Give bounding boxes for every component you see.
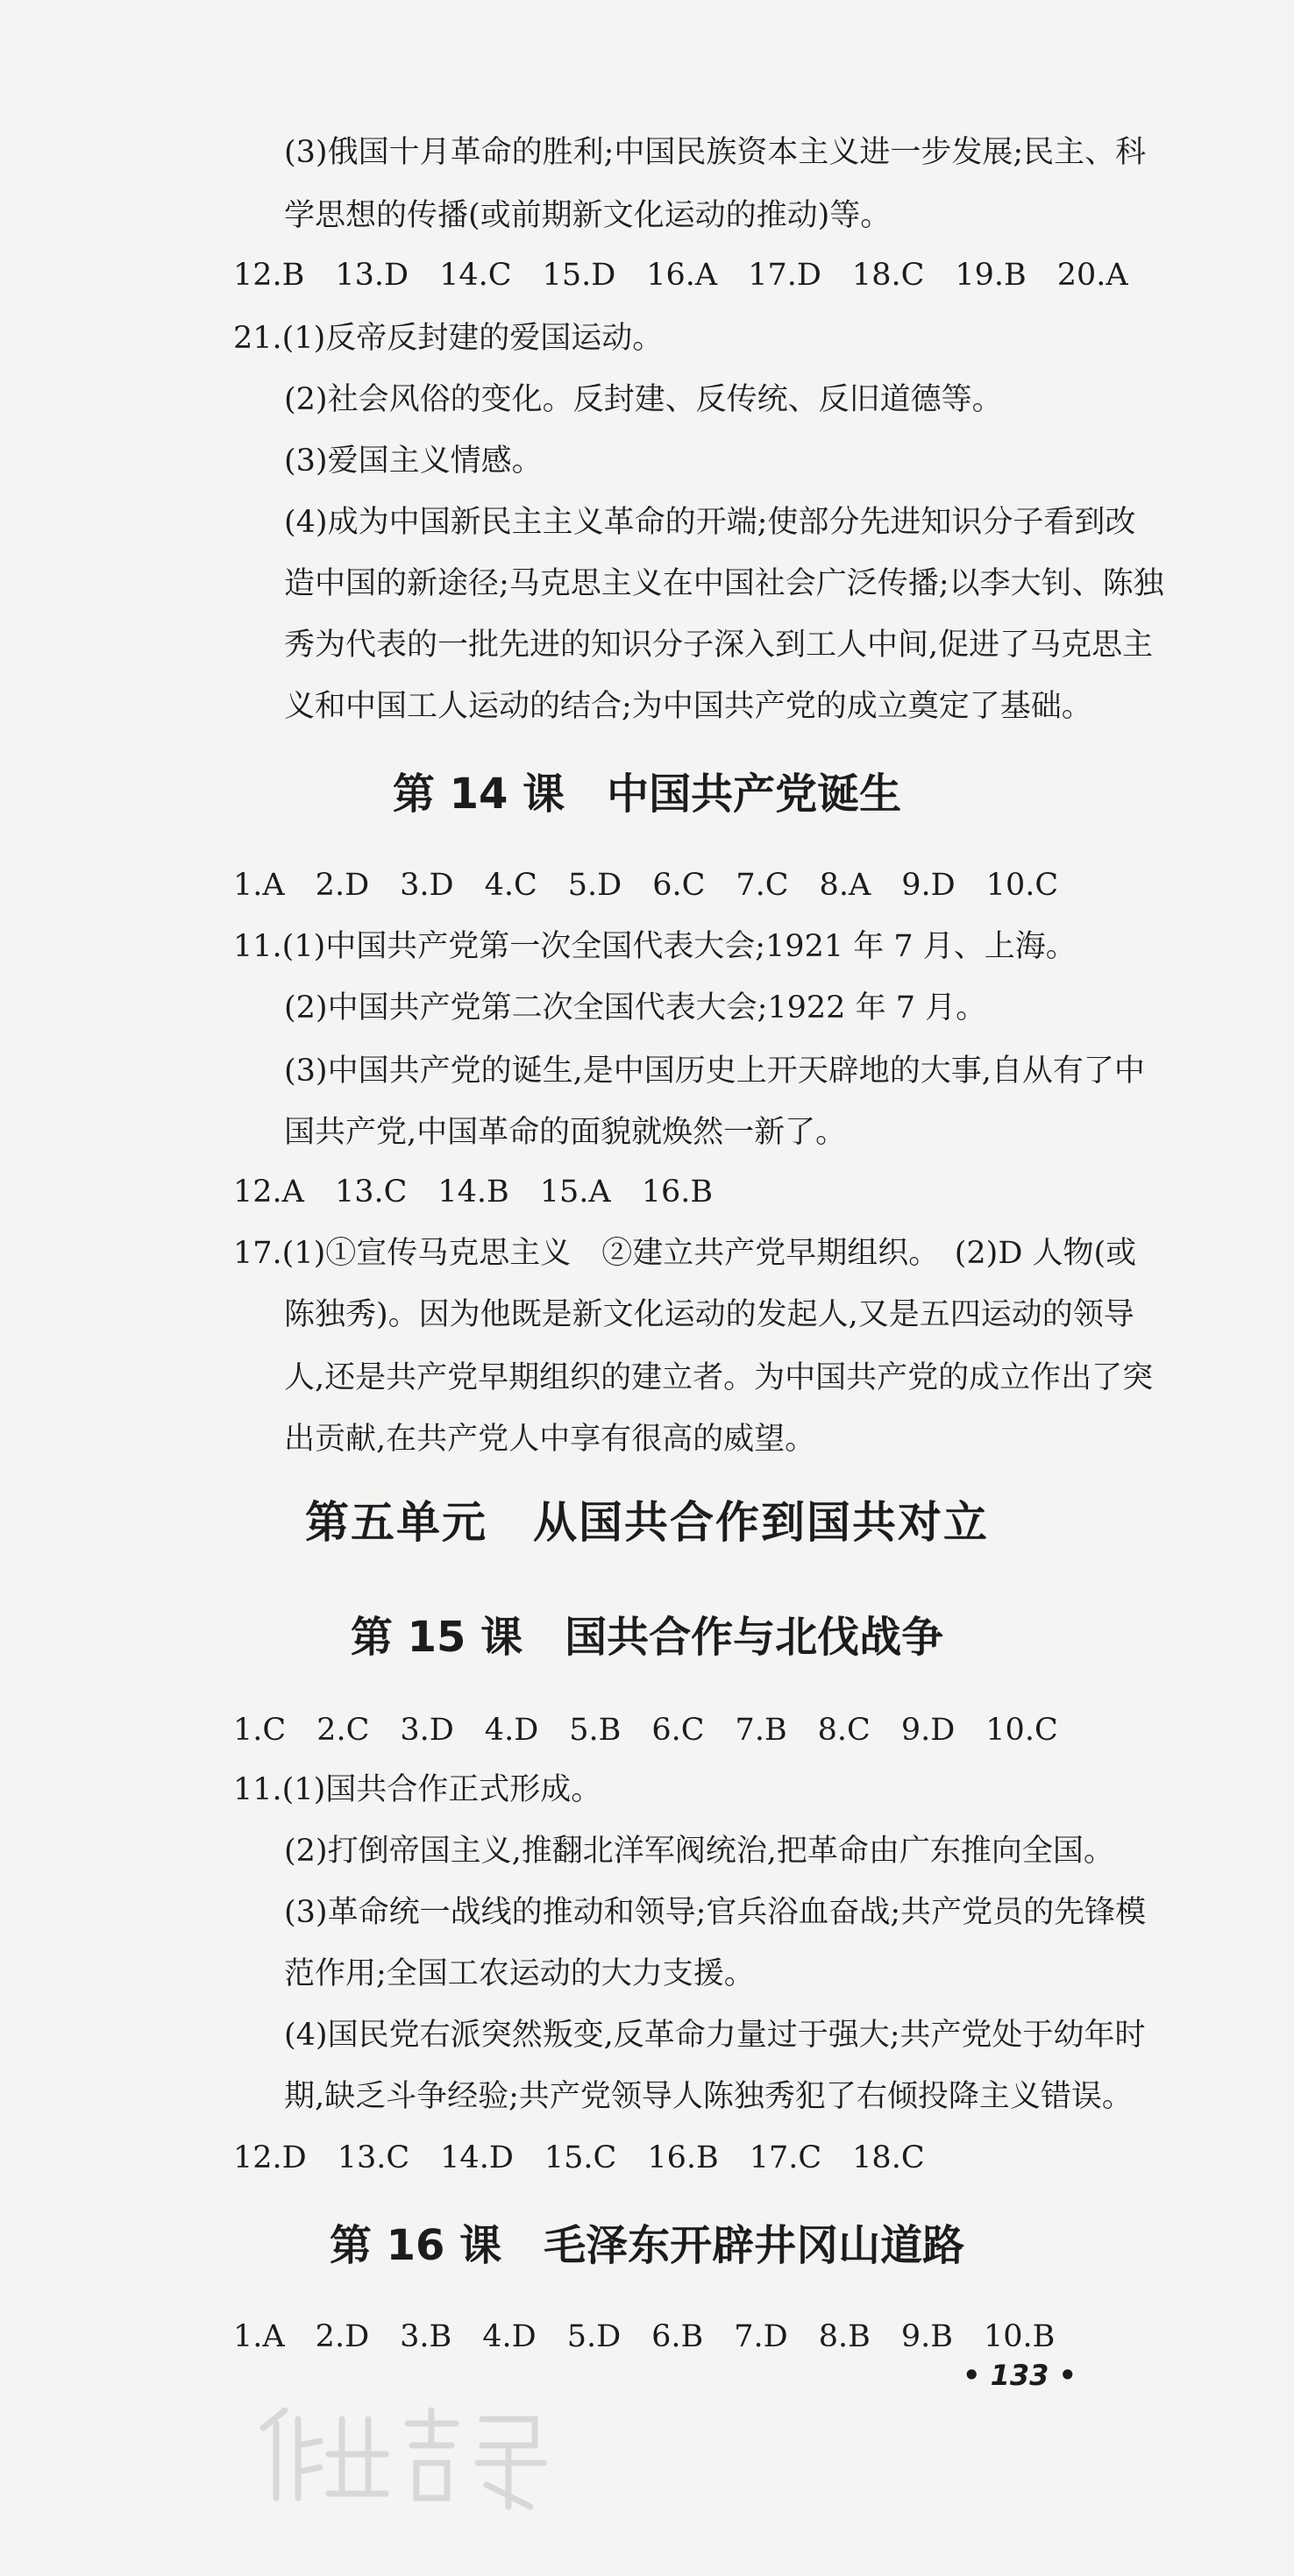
answer-row: 1.C 2.C 3.D 4.D 5.B 6.C 7.B 8.C 9.D 10.C: [233, 1713, 1058, 1748]
answer-row: 1.A 2.D 3.B 4.D 5.D 6.B 7.D 8.B 9.B 10.B: [233, 2319, 1056, 2354]
text-line: 国共产党,中国革命的面貌就焕然一新了。: [284, 1115, 847, 1150]
text-line: 义和中国工人运动的结合;为中国共产党的成立奠定了基础。: [284, 689, 1092, 724]
question-11-part-3: (3)革命统一战线的推动和领导;官兵浴血奋战;共产党员的先锋模: [284, 1895, 1147, 1930]
question-21-part-3: (3)爱国主义情感。: [284, 444, 543, 479]
text-line: (3)俄国十月革命的胜利;中国民族资本主义进一步发展;民主、科: [284, 135, 1147, 170]
question-11-part-1: 11.(1)国共合作正式形成。: [233, 1772, 602, 1807]
lesson-16-title: 第 16 课 毛泽东开辟井冈山道路: [329, 2221, 965, 2270]
text-line: 秀为代表的一批先进的知识分子深入到工人中间,促进了马克思主: [284, 628, 1154, 663]
lesson-15-title: 第 15 课 国共合作与北伐战争: [350, 1613, 944, 1662]
question-17-line: 17.(1)①宣传马克思主义 ②建立共产党早期组织。 (2)D 人物(或: [233, 1236, 1137, 1271]
text-line: 出贡献,在共产党人中享有很高的威望。: [284, 1422, 816, 1457]
answer-row: 12.B 13.D 14.C 15.D 16.A 17.D 18.C 19.B 20.A: [233, 258, 1128, 293]
text-line: 造中国的新途径;马克思主义在中国社会广泛传播;以李大钊、陈独: [284, 566, 1164, 601]
question-11-part-1: 11.(1)中国共产党第一次全国代表大会;1921 年 7 月、上海。: [233, 929, 1077, 964]
question-11-part-2: (2)打倒帝国主义,推翻北洋军阀统治,把革命由广东推向全国。: [284, 1834, 1114, 1869]
watermark-logo-icon: [245, 2393, 579, 2542]
text-line: 人,还是共产党早期组织的建立者。为中国共产党的成立作出了突: [284, 1360, 1154, 1395]
page-number: • 133 •: [963, 2359, 1077, 2392]
question-21-part-4: (4)成为中国新民主主义革命的开端;使部分先进知识分子看到改: [284, 505, 1136, 540]
unit-5-title: 第五单元 从国共合作到国共对立: [305, 1496, 989, 1548]
question-21-part-2: (2)社会风俗的变化。反封建、反传统、反旧道德等。: [284, 382, 1003, 417]
question-11-part-3: (3)中国共产党的诞生,是中国历史上开天辟地的大事,自从有了中: [284, 1054, 1145, 1089]
question-21-part-1: 21.(1)反帝反封建的爱国运动。: [233, 321, 664, 356]
lesson-14-title: 第 14 课 中国共产党诞生: [392, 770, 902, 819]
answer-row: 12.D 13.C 14.D 15.C 16.B 17.C 18.C: [233, 2140, 925, 2175]
answer-row: 12.A 13.C 14.B 15.A 16.B: [233, 1174, 714, 1210]
text-line: 陈独秀)。因为他既是新文化运动的发起人,又是五四运动的领导: [284, 1297, 1134, 1332]
question-11-part-4: (4)国民党右派突然叛变,反革命力量过于强大;共产党处于幼年时: [284, 2018, 1146, 2053]
answer-row: 1.A 2.D 3.D 4.C 5.D 6.C 7.C 8.A 9.D 10.C: [233, 868, 1059, 903]
text-line: 学思想的传播(或前期新文化运动的推动)等。: [284, 198, 892, 233]
text-line: 期,缺乏斗争经验;共产党领导人陈独秀犯了右倾投降主义错误。: [284, 2079, 1133, 2114]
text-line: 范作用;全国工农运动的大力支援。: [284, 1956, 755, 1991]
question-11-part-2: (2)中国共产党第二次全国代表大会;1922 年 7 月。: [284, 990, 987, 1025]
